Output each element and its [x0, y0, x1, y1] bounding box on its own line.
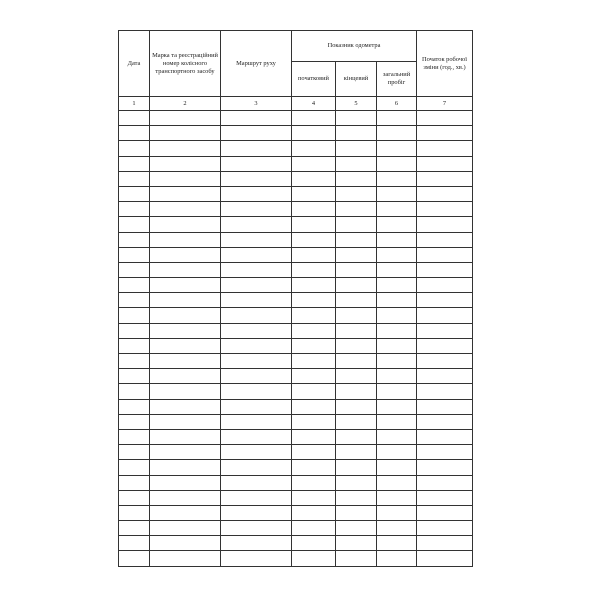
table-cell[interactable]	[292, 521, 336, 536]
table-cell[interactable]	[292, 505, 336, 520]
header-odometer-total: загальний пробіг	[377, 62, 417, 97]
table-cell[interactable]	[417, 354, 473, 369]
column-number: 3	[221, 97, 292, 111]
table-row	[119, 186, 473, 201]
table-cell[interactable]	[377, 232, 417, 247]
table-cell[interactable]	[417, 460, 473, 475]
table-cell[interactable]	[221, 475, 292, 490]
table-cell[interactable]	[292, 445, 336, 460]
column-number: 1	[119, 97, 150, 111]
table-cell[interactable]	[119, 278, 150, 293]
table-cell[interactable]	[292, 126, 336, 141]
table-cell[interactable]	[417, 278, 473, 293]
table-cell[interactable]	[150, 338, 221, 353]
table-row	[119, 278, 473, 293]
table-cell[interactable]	[292, 217, 336, 232]
table-cell[interactable]	[417, 414, 473, 429]
table-cell[interactable]	[377, 460, 417, 475]
table-cell[interactable]	[150, 384, 221, 399]
table-cell[interactable]	[150, 369, 221, 384]
table-cell[interactable]	[221, 171, 292, 186]
table-cell[interactable]	[336, 141, 377, 156]
table-cell[interactable]	[417, 338, 473, 353]
table-cell[interactable]	[377, 521, 417, 536]
table-cell[interactable]	[150, 475, 221, 490]
table-cell[interactable]	[221, 278, 292, 293]
table-cell[interactable]	[150, 308, 221, 323]
table-row	[119, 247, 473, 262]
table-cell[interactable]	[119, 354, 150, 369]
table-cell[interactable]	[417, 384, 473, 399]
table-cell[interactable]	[336, 399, 377, 414]
table-cell[interactable]	[417, 323, 473, 338]
table-row	[119, 156, 473, 171]
table-row	[119, 399, 473, 414]
table-row	[119, 293, 473, 308]
table-cell[interactable]	[221, 354, 292, 369]
table-cell[interactable]	[417, 475, 473, 490]
table-cell[interactable]	[119, 171, 150, 186]
table-cell[interactable]	[417, 202, 473, 217]
table-row	[119, 323, 473, 338]
table-row	[119, 490, 473, 505]
table-cell[interactable]	[119, 202, 150, 217]
table-cell[interactable]	[221, 338, 292, 353]
table-cell[interactable]	[119, 308, 150, 323]
table-cell[interactable]	[150, 414, 221, 429]
table-cell[interactable]	[221, 202, 292, 217]
table-row	[119, 141, 473, 156]
table-cell[interactable]	[377, 126, 417, 141]
table-cell[interactable]	[119, 399, 150, 414]
table-cell[interactable]	[292, 186, 336, 201]
header-odometer-start: початковий	[292, 62, 336, 97]
table-row	[119, 171, 473, 186]
table-cell[interactable]	[336, 126, 377, 141]
table-cell[interactable]	[150, 171, 221, 186]
table-cell[interactable]	[377, 202, 417, 217]
table-cell[interactable]	[377, 141, 417, 156]
table-row	[119, 536, 473, 551]
table-cell[interactable]	[292, 308, 336, 323]
table-cell[interactable]	[377, 429, 417, 444]
table-cell[interactable]	[336, 445, 377, 460]
table-cell[interactable]	[221, 536, 292, 551]
table-cell[interactable]	[417, 551, 473, 566]
table-cell[interactable]	[377, 262, 417, 277]
table-cell[interactable]	[221, 308, 292, 323]
table-cell[interactable]	[150, 460, 221, 475]
table-cell[interactable]	[377, 278, 417, 293]
table-cell[interactable]	[119, 445, 150, 460]
table-cell[interactable]	[336, 338, 377, 353]
table-cell[interactable]	[377, 323, 417, 338]
table-row	[119, 308, 473, 323]
table-row	[119, 384, 473, 399]
table-cell[interactable]	[119, 323, 150, 338]
table-cell[interactable]	[417, 369, 473, 384]
table-cell[interactable]	[221, 505, 292, 520]
column-number: 4	[292, 97, 336, 111]
table-cell[interactable]	[336, 202, 377, 217]
table-cell[interactable]	[119, 126, 150, 141]
table-row	[119, 262, 473, 277]
column-number: 5	[336, 97, 377, 111]
table-cell[interactable]	[292, 323, 336, 338]
table-cell[interactable]	[221, 429, 292, 444]
table-row	[119, 126, 473, 141]
table-row	[119, 505, 473, 520]
table-cell[interactable]	[417, 505, 473, 520]
table-cell[interactable]	[292, 278, 336, 293]
table-cell[interactable]	[417, 262, 473, 277]
table-cell[interactable]	[221, 445, 292, 460]
table-cell[interactable]	[150, 429, 221, 444]
table-cell[interactable]	[417, 293, 473, 308]
table-cell[interactable]	[377, 308, 417, 323]
table-cell[interactable]	[221, 111, 292, 126]
table-cell[interactable]	[417, 171, 473, 186]
table-cell[interactable]	[336, 278, 377, 293]
table-cell[interactable]	[336, 475, 377, 490]
table-cell[interactable]	[119, 475, 150, 490]
table-cell[interactable]	[221, 126, 292, 141]
table-cell[interactable]	[377, 247, 417, 262]
table-cell[interactable]	[292, 247, 336, 262]
table-row	[119, 354, 473, 369]
table-cell[interactable]	[336, 536, 377, 551]
table-cell[interactable]	[336, 369, 377, 384]
table-cell[interactable]	[150, 323, 221, 338]
table-cell[interactable]	[150, 399, 221, 414]
table-cell[interactable]	[336, 354, 377, 369]
table-cell[interactable]	[336, 384, 377, 399]
table-cell[interactable]	[150, 217, 221, 232]
table-cell[interactable]	[119, 186, 150, 201]
table-cell[interactable]	[336, 156, 377, 171]
table-cell[interactable]	[221, 460, 292, 475]
table-cell[interactable]	[377, 338, 417, 353]
table-cell[interactable]	[417, 308, 473, 323]
table-cell[interactable]	[150, 354, 221, 369]
table-cell[interactable]	[221, 141, 292, 156]
table-cell[interactable]	[119, 232, 150, 247]
table-row	[119, 369, 473, 384]
header-date: Дата	[119, 31, 150, 97]
table-cell[interactable]	[221, 156, 292, 171]
table-cell[interactable]	[292, 141, 336, 156]
table-cell[interactable]	[417, 186, 473, 201]
table-cell[interactable]	[417, 126, 473, 141]
table-cell[interactable]	[377, 354, 417, 369]
table-cell[interactable]	[377, 186, 417, 201]
table-row	[119, 460, 473, 475]
table-cell[interactable]	[377, 293, 417, 308]
table-cell[interactable]	[377, 490, 417, 505]
table-cell[interactable]	[377, 369, 417, 384]
table-cell[interactable]	[292, 171, 336, 186]
table-cell[interactable]	[150, 505, 221, 520]
table-cell[interactable]	[292, 232, 336, 247]
table-cell[interactable]	[150, 186, 221, 201]
table-cell[interactable]	[292, 156, 336, 171]
table-cell[interactable]	[292, 338, 336, 353]
column-number-row	[119, 97, 473, 111]
table-cell[interactable]	[150, 278, 221, 293]
table-cell[interactable]	[417, 399, 473, 414]
table-cell[interactable]	[119, 338, 150, 353]
table-cell[interactable]	[119, 521, 150, 536]
header-vehicle: Марка та реєстраційний номер колісного транспортного засобу	[150, 31, 221, 97]
table-cell[interactable]	[336, 505, 377, 520]
table-cell[interactable]	[336, 247, 377, 262]
table-cell[interactable]	[119, 262, 150, 277]
table-cell[interactable]	[119, 490, 150, 505]
table-cell[interactable]	[221, 384, 292, 399]
table-cell[interactable]	[336, 111, 377, 126]
table-cell[interactable]	[119, 414, 150, 429]
table-cell[interactable]	[377, 399, 417, 414]
table-row	[119, 414, 473, 429]
logbook-sheet	[118, 30, 472, 567]
table-cell[interactable]	[119, 141, 150, 156]
table-cell[interactable]	[292, 551, 336, 566]
table-cell[interactable]	[150, 262, 221, 277]
table-cell[interactable]	[292, 354, 336, 369]
table-cell[interactable]	[119, 384, 150, 399]
table-cell[interactable]	[292, 202, 336, 217]
table-cell[interactable]	[377, 505, 417, 520]
table-cell[interactable]	[150, 445, 221, 460]
table-row	[119, 111, 473, 126]
table-cell[interactable]	[119, 217, 150, 232]
table-cell[interactable]	[377, 171, 417, 186]
table-cell[interactable]	[221, 247, 292, 262]
table-cell[interactable]	[417, 141, 473, 156]
header-odometer-end: кінцевий	[336, 62, 377, 97]
table-cell[interactable]	[292, 414, 336, 429]
table-cell[interactable]	[150, 293, 221, 308]
column-number: 6	[377, 97, 417, 111]
table-cell[interactable]	[336, 171, 377, 186]
table-cell[interactable]	[336, 217, 377, 232]
table-cell[interactable]	[150, 247, 221, 262]
table-cell[interactable]	[150, 141, 221, 156]
table-cell[interactable]	[150, 202, 221, 217]
table-cell[interactable]	[292, 460, 336, 475]
table-cell[interactable]	[221, 217, 292, 232]
table-cell[interactable]	[377, 217, 417, 232]
table-cell[interactable]	[221, 490, 292, 505]
table-cell[interactable]	[119, 460, 150, 475]
table-cell[interactable]	[417, 429, 473, 444]
table-cell[interactable]	[417, 536, 473, 551]
table-cell[interactable]	[292, 475, 336, 490]
table-cell[interactable]	[336, 521, 377, 536]
table-row	[119, 202, 473, 217]
table-cell[interactable]	[336, 551, 377, 566]
header-odometer-group: Показник одометра	[292, 31, 417, 62]
column-number: 2	[150, 97, 221, 111]
table-cell[interactable]	[336, 186, 377, 201]
table-cell[interactable]	[377, 475, 417, 490]
table-cell[interactable]	[221, 551, 292, 566]
table-cell[interactable]	[150, 490, 221, 505]
table-cell[interactable]	[292, 293, 336, 308]
column-number: 7	[417, 97, 473, 111]
table-cell[interactable]	[119, 293, 150, 308]
table-row	[119, 217, 473, 232]
table-cell[interactable]	[150, 521, 221, 536]
logbook-table	[118, 30, 473, 567]
table-cell[interactable]	[150, 536, 221, 551]
table-cell[interactable]	[377, 156, 417, 171]
table-cell[interactable]	[336, 460, 377, 475]
table-cell[interactable]	[119, 536, 150, 551]
table-cell[interactable]	[377, 384, 417, 399]
table-cell[interactable]	[150, 111, 221, 126]
table-cell[interactable]	[150, 126, 221, 141]
table-cell[interactable]	[336, 414, 377, 429]
table-cell[interactable]	[292, 384, 336, 399]
table-cell[interactable]	[119, 369, 150, 384]
table-cell[interactable]	[292, 536, 336, 551]
table-cell[interactable]	[417, 232, 473, 247]
table-cell[interactable]	[119, 505, 150, 520]
table-cell[interactable]	[221, 232, 292, 247]
table-row	[119, 551, 473, 566]
table-cell[interactable]	[336, 232, 377, 247]
table-cell[interactable]	[221, 369, 292, 384]
table-cell[interactable]	[377, 445, 417, 460]
table-cell[interactable]	[336, 293, 377, 308]
table-cell[interactable]	[417, 445, 473, 460]
table-cell[interactable]	[336, 323, 377, 338]
table-row	[119, 338, 473, 353]
table-cell[interactable]	[417, 247, 473, 262]
table-cell[interactable]	[336, 262, 377, 277]
table-cell[interactable]	[150, 551, 221, 566]
table-cell[interactable]	[119, 429, 150, 444]
table-cell[interactable]	[417, 156, 473, 171]
table-cell[interactable]	[377, 536, 417, 551]
table-cell[interactable]	[292, 429, 336, 444]
table-cell[interactable]	[417, 111, 473, 126]
table-row	[119, 521, 473, 536]
table-cell[interactable]	[336, 308, 377, 323]
table-cell[interactable]	[292, 399, 336, 414]
table-cell[interactable]	[119, 247, 150, 262]
table-cell[interactable]	[377, 111, 417, 126]
table-cell[interactable]	[221, 323, 292, 338]
table-cell[interactable]	[417, 217, 473, 232]
table-cell[interactable]	[150, 232, 221, 247]
header-shift-start: Початок робочої зміни (год., хв.)	[417, 31, 473, 97]
table-cell[interactable]	[221, 414, 292, 429]
table-cell[interactable]	[221, 293, 292, 308]
table-cell[interactable]	[221, 262, 292, 277]
table-row	[119, 445, 473, 460]
table-cell[interactable]	[336, 490, 377, 505]
header-route: Маршрут руху	[221, 31, 292, 97]
table-cell[interactable]	[292, 111, 336, 126]
table-cell[interactable]	[150, 156, 221, 171]
table-cell[interactable]	[417, 521, 473, 536]
table-cell[interactable]	[221, 186, 292, 201]
table-row	[119, 475, 473, 490]
table-cell[interactable]	[417, 490, 473, 505]
table-cell[interactable]	[292, 490, 336, 505]
table-cell[interactable]	[221, 399, 292, 414]
table-cell[interactable]	[377, 414, 417, 429]
table-cell[interactable]	[292, 369, 336, 384]
table-cell[interactable]	[221, 521, 292, 536]
table-cell[interactable]	[119, 111, 150, 126]
table-cell[interactable]	[119, 156, 150, 171]
table-row	[119, 232, 473, 247]
table-row	[119, 429, 473, 444]
table-cell[interactable]	[119, 551, 150, 566]
table-cell[interactable]	[377, 551, 417, 566]
table-cell[interactable]	[336, 429, 377, 444]
table-cell[interactable]	[292, 262, 336, 277]
